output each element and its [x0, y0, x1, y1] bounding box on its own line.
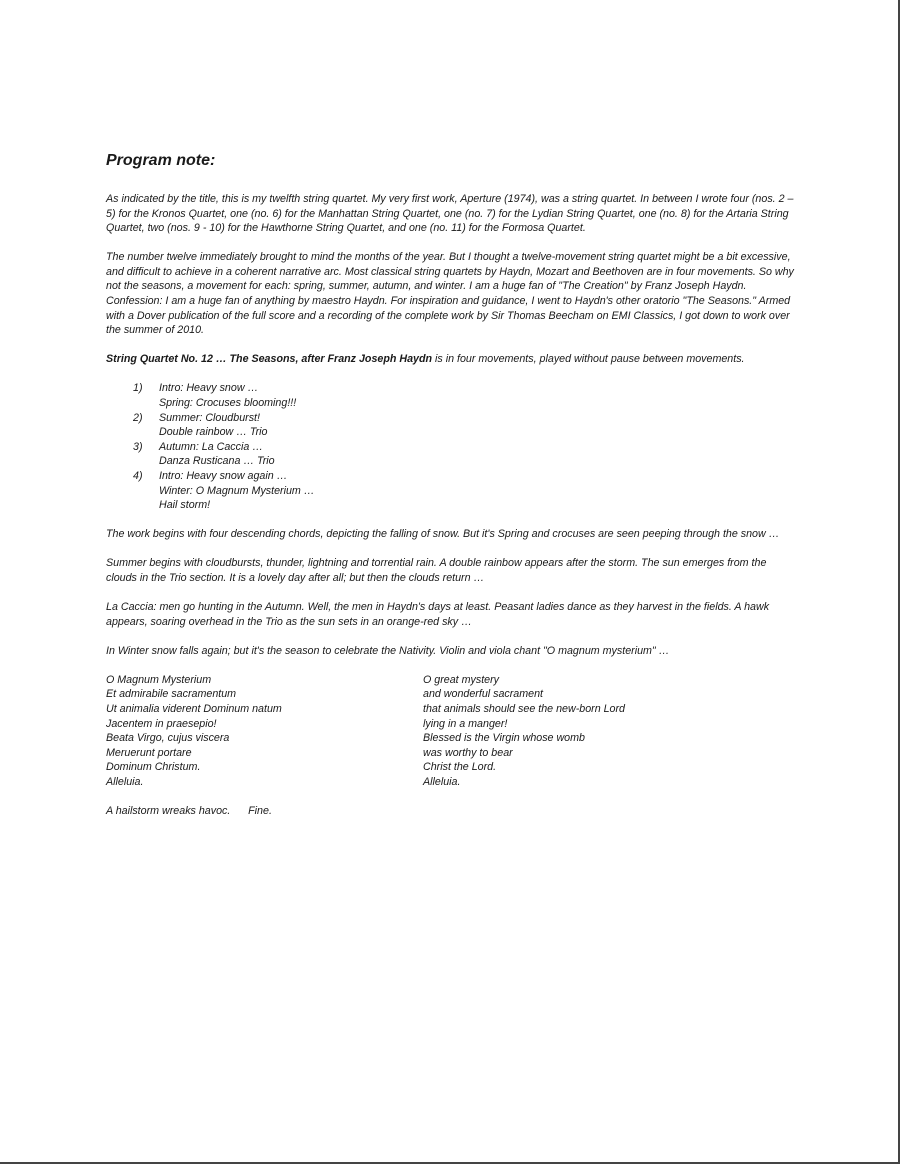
list-item: [133, 440, 796, 469]
paragraph-finale: A hailstorm wreaks havoc. Fine.: [106, 805, 272, 818]
list-item: [133, 411, 796, 440]
movement-line: Intro: Heavy snow again …: [159, 470, 288, 482]
list-item: [133, 469, 796, 513]
english-line: Blessed is the Virgin whose womb: [423, 732, 585, 745]
movement-list: [133, 381, 796, 512]
latin-line: Meruerunt portare: [106, 746, 192, 759]
movement-line: Double rainbow … Trio: [159, 426, 268, 439]
work-title: String Quartet No. 12 … The Seasons, after Franz Joseph Haydn: [106, 353, 433, 366]
paragraph-twelve: The number twelve immediately brought to mind the months of the year. But I thought a twelve-movement string quartet might be a bit excessive, and difficult to achieve in a coherent narrative arc. Most classical string quartets by Haydn, Mozart and Beethoven are in four movements. So why not the seasons, a movement for each: spring, summer, autumn, and winter. I am a huge fan of "The Creation" by Franz Joseph Haydn. Confession: I am a huge fan of anything by maestro Haydn. For inspiration and guidance, I went to Haydn's other oratorio "The Seasons." Armed with a Dover publication of the full score and a recording of the complete work by Sir Thomas Beecham on EMI Classics, I got down to work over the summer of 2010.: [106, 251, 794, 337]
movement-line: Spring: Crocuses blooming!!!: [159, 397, 297, 410]
page-title: Program note:: [106, 152, 216, 169]
work-description: is in four movements, played without pause between movements.: [432, 353, 745, 366]
paragraph-intro: As indicated by the title, this is my twelfth string quartet. My very first work, Aperture (1974), was a string quartet. In between I wrote four (nos. 2 – 5) for the Kronos Quartet, one (no. 6) for the Manhattan String Quartet, one (no. 7) for the Lydian String Quartet, one (no. 8) for the Artaria String Quartet, two (nos. 9 - 10) for the Hawthorne String Quartet, and one (no. 11) for the Formosa Quartet.: [106, 193, 794, 235]
movement-number: 4): [133, 470, 143, 482]
text-translation-table: [106, 673, 796, 790]
movement-number: 2): [133, 411, 143, 424]
movement-line: Winter: O Magnum Mysterium …: [159, 484, 315, 497]
latin-line: Et admirabile sacramentum: [106, 688, 237, 701]
english-line: lying in a manger!: [423, 717, 508, 730]
movement-line: Danza Rusticana … Trio: [159, 455, 275, 468]
paragraph-movements-intro: [106, 352, 796, 367]
movement-line: Autumn: La Caccia …: [159, 440, 263, 453]
latin-line: Beata Virgo, cujus viscera: [106, 732, 230, 745]
movement-line: Hail storm!: [159, 499, 211, 512]
latin-line: Ut animalia viderent Dominum natum: [106, 703, 282, 716]
english-line: O great mystery: [423, 673, 500, 686]
english-line: that animals should see the new-born Lord: [423, 703, 625, 716]
english-line: and wonderful sacrament: [423, 688, 544, 701]
paragraph-winter: In Winter snow falls again; but it's the season to celebrate the Nativity. Violin and viola chant "O magnum mysterium" …: [106, 644, 670, 657]
latin-line: Dominum Christum.: [106, 761, 201, 774]
list-item: [133, 381, 796, 410]
latin-column: [106, 673, 423, 790]
movement-line: Summer: Cloudburst!: [159, 411, 260, 424]
movement-number: 3): [133, 440, 143, 453]
movement-line: Intro: Heavy snow …: [159, 382, 259, 395]
paragraph-summer: Summer begins with cloudbursts, thunder, lightning and torrential rain. A double rainbow appears after the storm. The sun emerges from the clouds in the Trio section. It is a lovely day after all; but then the clouds return …: [106, 557, 767, 584]
latin-line: Alleluia.: [106, 776, 144, 788]
latin-line: O Magnum Mysterium: [106, 673, 212, 686]
movement-number: 1): [133, 382, 143, 395]
paragraph-spring: The work begins with four descending chords, depicting the falling of snow. But it's Spring and crocuses are seen peeping through the snow …: [106, 528, 780, 541]
english-line: Alleluia.: [423, 776, 461, 788]
paragraph-autumn: La Caccia: men go hunting in the Autumn. Well, the men in Haydn's days at least. Peasant ladies dance as they harvest in the fields. A hawk appears, soaring overhead in the Trio as the sun sets in an orange-red sky …: [106, 601, 770, 628]
english-line: was worthy to bear: [423, 746, 513, 759]
english-line: Christ the Lord.: [423, 761, 497, 774]
program-note-content: [106, 152, 796, 833]
english-column: [423, 673, 740, 790]
latin-line: Jacentem in praesepio!: [106, 717, 217, 730]
